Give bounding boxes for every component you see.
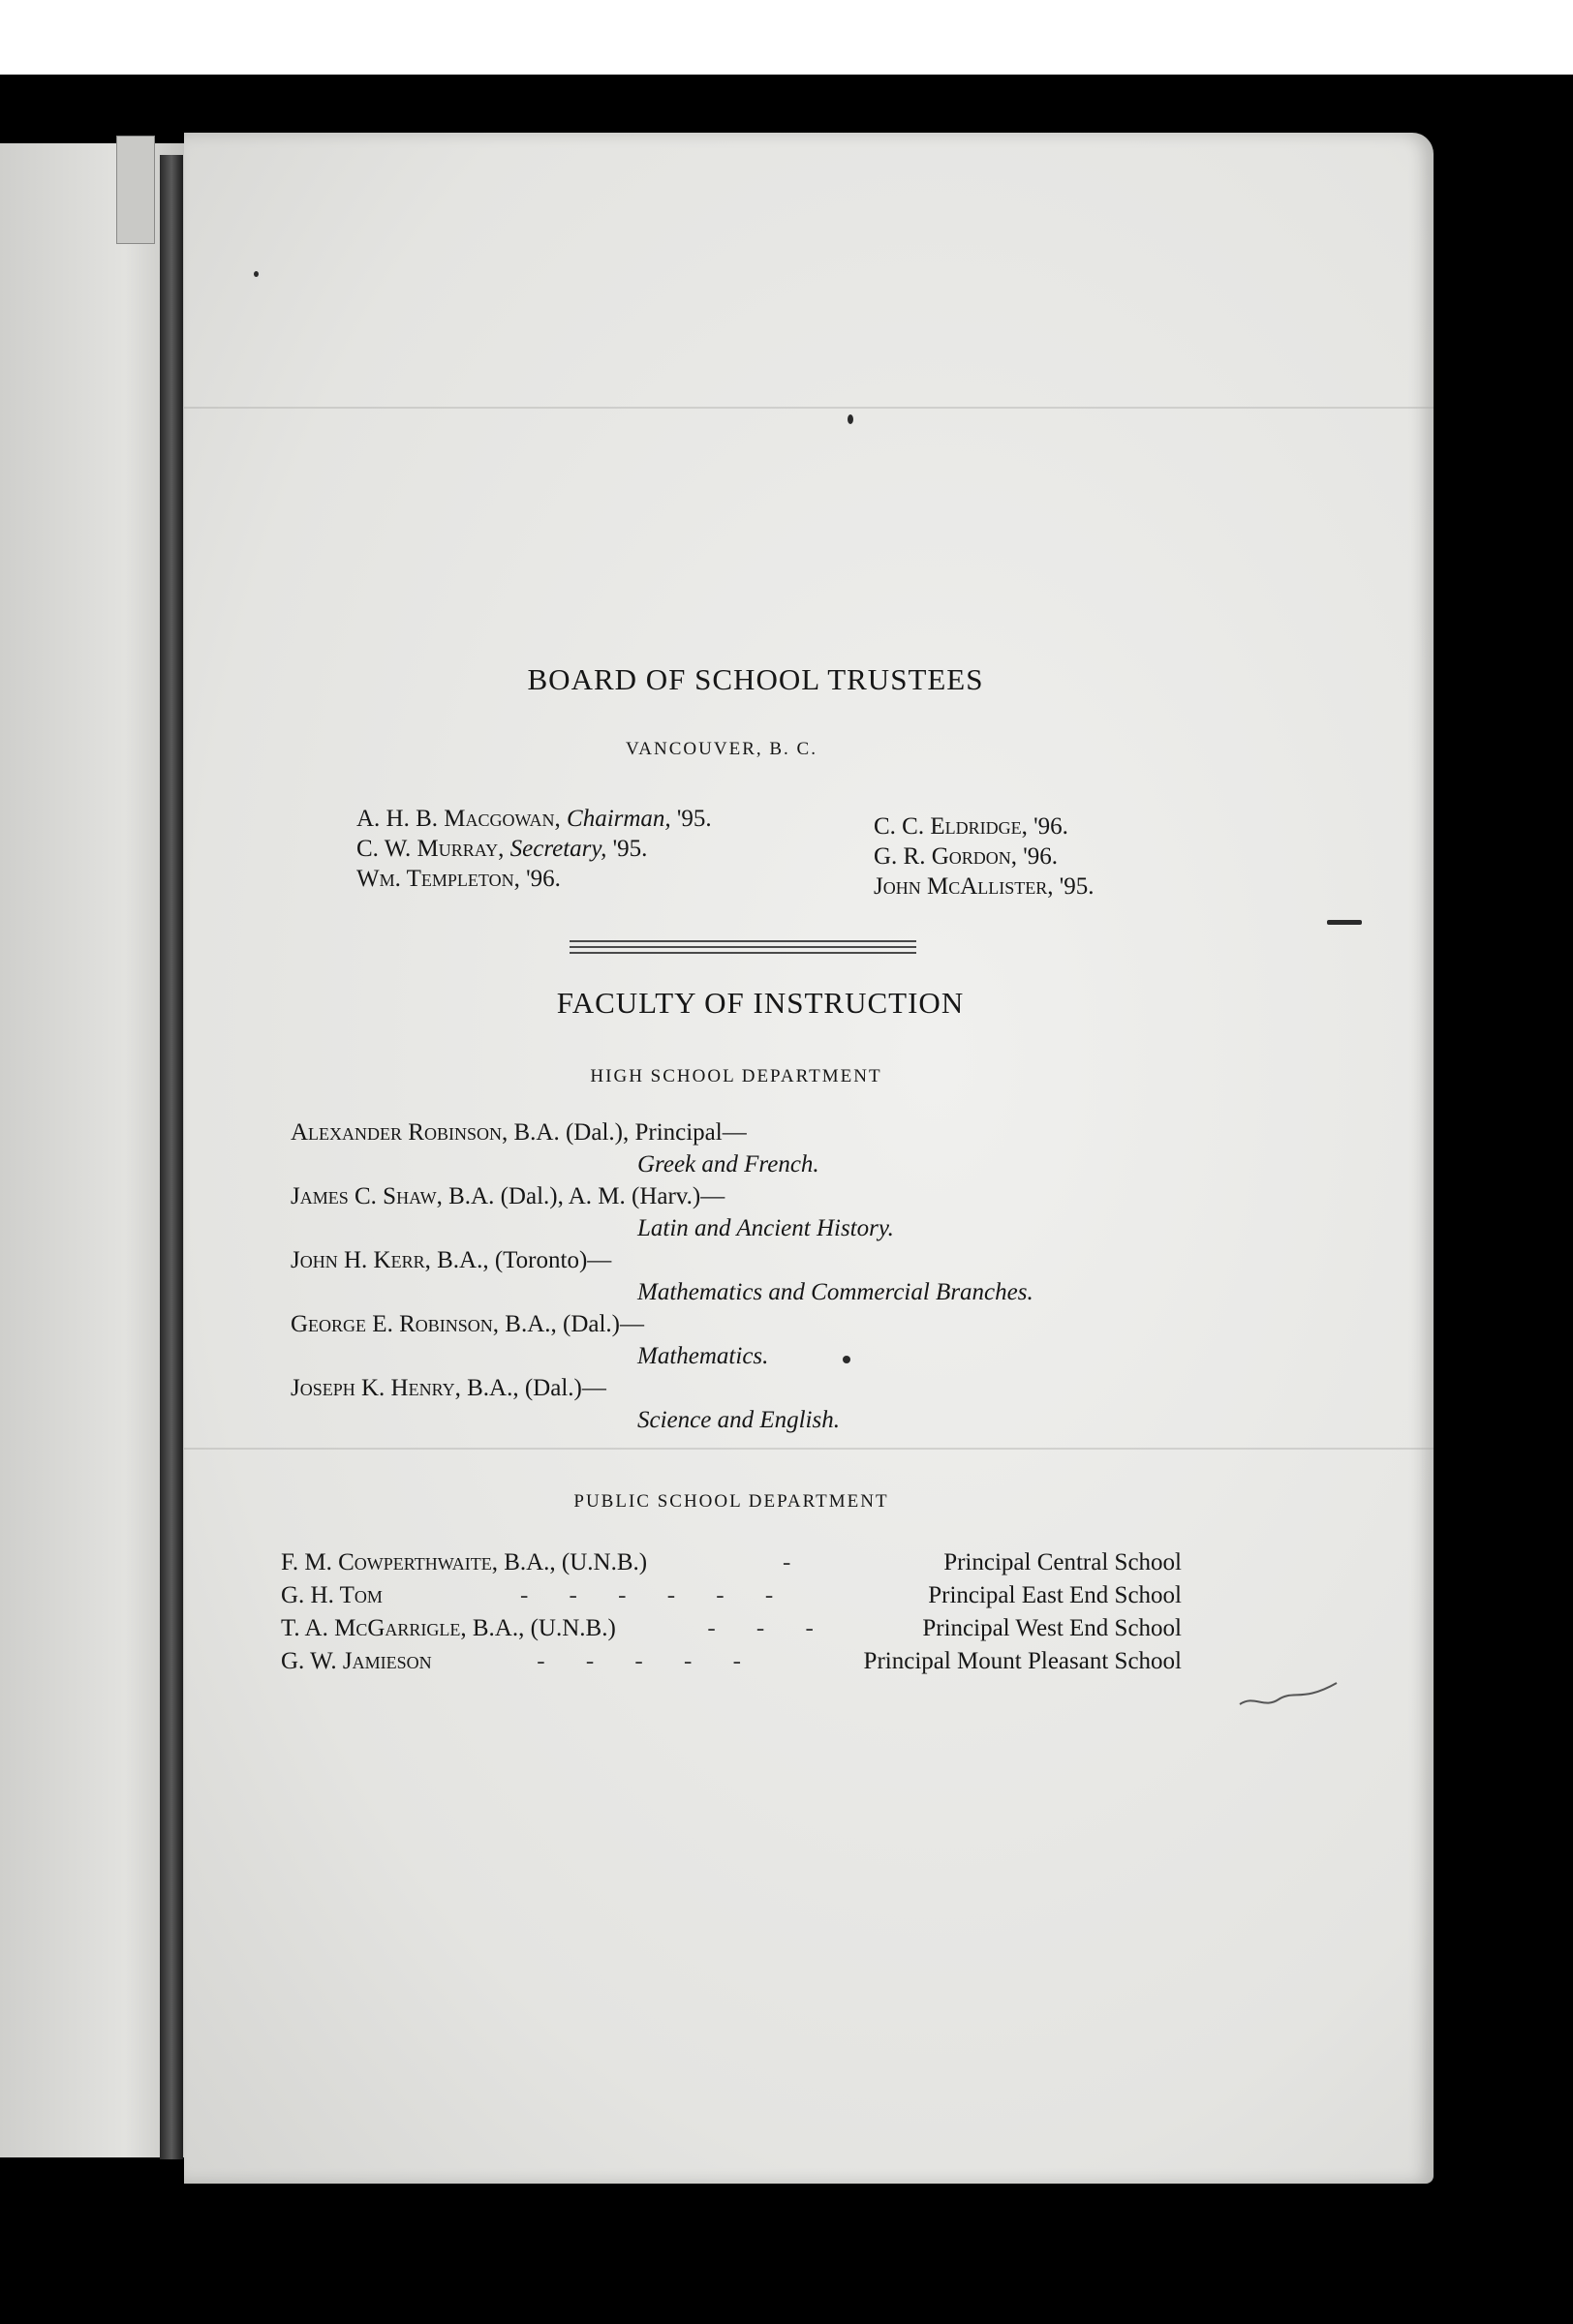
trustee-name: A. H. B. Macgowan,	[356, 806, 561, 832]
faculty-subject: Science and English.	[637, 1407, 840, 1433]
faculty-name: T. A. McGarrigle,	[281, 1615, 467, 1641]
faculty-credentials: B.A. (Dal.), A. M. (Harv.)—	[442, 1183, 725, 1209]
leader-dots: -	[783, 1549, 809, 1575]
leader-dots: - - - - -	[537, 1648, 758, 1674]
faculty-line	[291, 1116, 1162, 1148]
trustee-name: Wm. Templeton,	[356, 866, 520, 892]
public-school-person	[281, 1579, 383, 1612]
faculty-name: George E. Robinson,	[291, 1311, 500, 1337]
trustee-role: Secretary,	[504, 836, 607, 862]
faculty-credentials: B.A., (Toronto)—	[430, 1247, 612, 1273]
faculty-name: G. H. Tom	[281, 1582, 383, 1608]
trustees-right-column	[874, 811, 1193, 902]
public-school-heading: PUBLIC SCHOOL DEPARTMENT	[573, 1491, 889, 1512]
faculty-subject: Mathematics and Commercial Branches.	[637, 1279, 1033, 1305]
faculty-entry	[291, 1372, 1162, 1436]
trustee-row	[874, 841, 1193, 872]
trustee-year: '96.	[519, 866, 561, 892]
board-location: VANCOUVER, B. C.	[626, 739, 817, 759]
school-role: Principal Central School	[943, 1549, 1182, 1575]
trustee-row	[356, 804, 860, 834]
faculty-entry	[291, 1308, 1162, 1372]
faculty-credentials: B.A., (Dal.)—	[499, 1311, 644, 1337]
trustee-year: '95.	[606, 836, 648, 862]
trustee-name: C. C. Eldridge,	[874, 813, 1028, 840]
faculty-title: FACULTY OF INSTRUCTION	[556, 986, 965, 1020]
faculty-credentials: B.A., (U.N.B.)	[497, 1549, 648, 1575]
faculty-entry	[291, 1116, 1162, 1180]
trustee-row	[874, 811, 1193, 841]
leader-dots: - - -	[707, 1615, 831, 1641]
trustee-row	[356, 864, 860, 894]
board-title: BOARD OF SCHOOL TRUSTEES	[527, 662, 984, 696]
faculty-name: G. W. Jamieson	[281, 1648, 432, 1674]
trustee-row	[356, 834, 860, 864]
public-school-entry	[281, 1546, 1182, 1579]
public-school-person	[281, 1546, 647, 1579]
faculty-name: Alexander Robinson,	[291, 1119, 509, 1146]
faculty-entry	[291, 1244, 1162, 1308]
trustee-row	[874, 872, 1193, 902]
public-school-person	[281, 1645, 432, 1678]
section-divider	[570, 940, 916, 942]
high-school-faculty-list	[291, 1116, 1162, 1436]
trustees-left-column	[356, 804, 860, 894]
trustee-year: '96.	[1017, 843, 1059, 870]
section-divider	[570, 946, 916, 948]
trustee-year: '95.	[670, 806, 712, 832]
section-divider	[570, 952, 916, 954]
school-role: Principal West End School	[922, 1615, 1182, 1641]
trustee-name: John McAllister,	[874, 873, 1054, 900]
faculty-name: F. M. Cowperthwaite,	[281, 1549, 498, 1575]
faculty-line	[291, 1372, 1162, 1404]
faculty-name: Joseph K. Henry,	[291, 1375, 461, 1401]
faculty-line	[291, 1180, 1162, 1212]
faculty-subject: Latin and Ancient History.	[637, 1215, 894, 1241]
public-school-entry	[281, 1645, 1182, 1678]
public-school-list	[281, 1546, 1182, 1678]
faculty-entry	[291, 1180, 1162, 1244]
school-role: Principal East End School	[928, 1582, 1182, 1608]
trustee-role: Chairman,	[560, 806, 671, 832]
faculty-line	[291, 1308, 1162, 1340]
faculty-subject: Greek and French.	[637, 1151, 819, 1177]
trustee-name: G. R. Gordon,	[874, 843, 1018, 870]
faculty-subject: Mathematics.	[637, 1343, 769, 1369]
trustee-year: '95.	[1053, 873, 1095, 900]
faculty-name: James C. Shaw,	[291, 1183, 443, 1209]
high-school-heading: HIGH SCHOOL DEPARTMENT	[590, 1066, 882, 1086]
school-role: Principal Mount Pleasant School	[863, 1648, 1182, 1674]
faculty-line	[291, 1244, 1162, 1276]
trustee-name: C. W. Murray,	[356, 836, 505, 862]
leader-dots: - - - - - -	[519, 1582, 791, 1608]
faculty-name: John H. Kerr,	[291, 1247, 431, 1273]
trustee-year: '96.	[1027, 813, 1068, 840]
faculty-credentials: B.A. (Dal.), Principal—	[508, 1119, 747, 1146]
faculty-credentials: B.A., (U.N.B.)	[466, 1615, 616, 1641]
public-school-entry	[281, 1612, 1182, 1645]
faculty-credentials: B.A., (Dal.)—	[460, 1375, 606, 1401]
public-school-entry	[281, 1579, 1182, 1612]
public-school-person	[281, 1612, 616, 1645]
